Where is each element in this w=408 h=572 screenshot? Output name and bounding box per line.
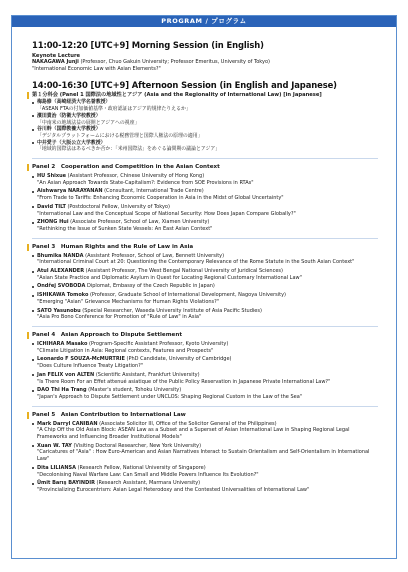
speaker-item [32, 480, 378, 493]
panel5-list [32, 421, 378, 494]
talk-title: "International Law and the Conceptual Scope of National Security: How Does Japan Compare Globally?" [37, 210, 296, 217]
speaker-name: Xuan W. TAY [37, 442, 72, 449]
keynote-talk: "International Economic Law with Asian Elements?" [32, 65, 161, 72]
speaker-item [32, 387, 378, 400]
speaker-name: Ümit Barış BAYINDIR [37, 480, 95, 487]
talk-title: 「ASEAN FTAの付加価値基準・政府認証はアジア的規律たりえるか」 [37, 106, 191, 113]
speaker-line [32, 421, 378, 428]
panel1-list [32, 99, 378, 153]
speaker-affiliation: (Assistant Professor, The West Bengal National University of Juridical Sciences) [84, 268, 283, 275]
panel2-list [32, 173, 378, 233]
speaker-name: NAKAGAWA Junji [32, 59, 79, 65]
speaker-item [32, 372, 378, 385]
talk-title: 「中南米の地域法益の展開とアジアへの視座」 [37, 119, 140, 126]
divider [32, 238, 378, 239]
speaker-affiliation: (Professor, Graduate School of International Development, Nagoya University) [88, 292, 286, 299]
speaker-item [32, 268, 378, 281]
program-banner: PROGRAM / プログラム [12, 16, 396, 27]
speaker-line [32, 372, 378, 379]
panel3-title: Panel 3 Human Rights and the Rule of Law in Asia [27, 244, 378, 251]
speaker-line [32, 387, 378, 394]
speaker-name: Dita LILIANSA [37, 464, 76, 471]
speaker-item [32, 292, 378, 305]
speaker-affiliation: (Visiting Doctoral Researcher, New York University) [71, 442, 202, 449]
talk-title: "Japan's Approach to Dispute Settlement under UNCLOS: Shaping Regional Custom in the Law of the Sea" [37, 393, 303, 400]
talk-title: "Asia Pro Bono Conference for Promotion of "Rule of Law" in Asia" [37, 314, 202, 321]
speaker-name: 濱田貴治（防衛大学校教授） [32, 113, 378, 120]
speaker-affiliation: (Assistant Professor, School of Law, Bennett University) [83, 252, 225, 259]
speaker-affiliation: (Professor, Chuo Gakuin University; Professor Emeritus, University of Tokyo) [78, 59, 270, 65]
speaker-line [32, 283, 378, 290]
speaker-affiliation: (Postdoctoral Fellow, University of Tokyo) [65, 203, 170, 210]
speaker-line [32, 268, 378, 275]
speaker-affiliation: (Scientific Assistant, Frankfurt University) [94, 371, 200, 378]
speaker-line [32, 292, 378, 299]
morning-title: 11:00-12:20 [UTC+9] Morning Session (in English) [32, 40, 264, 50]
speaker-name: David TILT [37, 203, 66, 210]
panel4-list [32, 341, 378, 401]
speaker-affiliation: (Special Researcher, Waseda University Institute of Asia Pacific Studies) [80, 307, 262, 314]
speaker-line [32, 341, 378, 348]
speaker-affiliation: (Program-Specific Assistant Professor, Kyoto University) [87, 340, 229, 347]
speaker-name: Leonardo F SOUZA-McMURTRIE [37, 356, 125, 363]
speaker-name: Mark Darryl CANIBAN [37, 420, 98, 427]
speaker-affiliation: Diplomat, Embassy of the Czech Republic in Japan) [85, 283, 215, 290]
speaker-item [32, 99, 378, 112]
afternoon-title: 14:00-16:30 [UTC+9] Afternoon Session (in English and Japanese) [32, 80, 337, 91]
speaker-item [32, 421, 378, 441]
speaker-line [32, 219, 378, 226]
speaker-name: Bhumika NANDA [37, 252, 84, 259]
speaker-name: 中井愛子（大阪公立大学教授） [32, 140, 378, 147]
speaker-item [32, 219, 378, 232]
speaker-line [32, 443, 378, 450]
talk-title: "Rethinking the Issue of Sunken State Vessels: An East Asian Context" [37, 225, 213, 232]
speaker-item [32, 341, 378, 354]
speaker-item [32, 173, 378, 186]
speaker-affiliation: (PhD Candidate, University of Cambridge) [124, 356, 232, 363]
talk-title: "Caricatures of "Asia" : How Euro-American and Asian Narratives Interact to Sustain Orientalism and Self-Orientalism in International Law" [37, 449, 370, 463]
speaker-name: Ondřej SVOBODA [37, 283, 86, 290]
speaker-line [32, 188, 378, 195]
speaker-line [32, 356, 378, 363]
speaker-name: Jan FELIX von ALTEN [37, 371, 95, 378]
speaker-item [32, 113, 378, 126]
morning-session [32, 40, 378, 72]
divider [32, 158, 378, 159]
speaker-name: ICHIHARA Masako [37, 340, 88, 347]
speaker-item [32, 126, 378, 139]
panel1-title: 第１分科会 (Panel 1 国際法の地域性とアジア (Asia and the Regionality of International Law) [in Japanese] [27, 92, 378, 99]
speaker-line [32, 204, 378, 211]
talk-title: "International Criminal Court at 20: Questioning the Contemporary Relevance of the Rome Statute in the South Asian Context" [37, 259, 355, 266]
talk-title: "Emerging "Asian" Grievance Mechanisms for Human Rights Violations?" [37, 298, 220, 305]
talk-title: 「地域的国際法はあるべきか否か：「米州国際法」をめぐる論問期の議論とアジア」 [37, 146, 221, 153]
speaker-line [32, 480, 378, 487]
talk-title: "Provincializing Eurocentrism: Asian Legal Heterodoxy and the Contested Universalities of International Law" [37, 486, 310, 493]
talk-title: 「デジタルプラットフォームにおける税務管理と国際人権法の原理の適用」 [37, 132, 203, 139]
afternoon-session [32, 80, 378, 153]
talk-title: "A Chip Off the Old Asian Block: ASEAN Law as a Subset and a Superset of Asian International Law in Shaping Regional Legal Frameworks and Influencing Broader Institutional Models" [37, 427, 350, 441]
speaker-item [32, 283, 378, 290]
speaker-line [32, 173, 378, 180]
speaker-name: Atul ALEXANDER [37, 268, 85, 275]
keynote-label: Keynote Lecture [32, 53, 81, 59]
panel3-list [32, 253, 378, 321]
speaker-item [32, 253, 378, 266]
speaker-affiliation: (Consultant, International Trade Centre) [102, 188, 204, 195]
program-frame [11, 15, 397, 559]
talk-title: "Is There Room For an Effet attenué asiatique of the Public Policy Reservation in Japanese Private International Law?" [37, 378, 331, 385]
speaker-item [32, 443, 378, 463]
talk-title: "From Trade to Tariffs: Enhancing Economic Cooperation in Asia in the Midst of Global Uncertainty" [37, 195, 284, 202]
speaker-name: DAO Thi Ha Trang [37, 387, 87, 394]
speaker-name: SATO Yasunobu [37, 307, 81, 314]
speaker-affiliation: (Research Fellow, National University of Singapore) [76, 464, 206, 471]
keynote-speaker [32, 59, 378, 66]
speaker-name: ISHIKAWA Tomoko [37, 292, 89, 299]
speaker-item [32, 204, 378, 217]
speaker-name: 梅島修（高崎経済大学名誉教授） [32, 99, 378, 106]
speaker-affiliation: (Master's student, Tohoku University) [86, 387, 182, 394]
speaker-affiliation: (Associate Professor, School of Law, Xiamen University) [68, 219, 210, 226]
speaker-line [32, 465, 378, 472]
panel5-title: Panel 5 Asian Contribution to International Law [27, 412, 378, 419]
speaker-line [32, 308, 378, 315]
speaker-name: HU Shixue [37, 173, 67, 180]
speaker-name: ZHONG Hui [37, 219, 69, 226]
talk-title: "Climate Litigation in Asia: Regional contexts, Features and Prospects" [37, 347, 214, 354]
program-content [12, 27, 396, 494]
speaker-line [32, 253, 378, 260]
speaker-name: Aishwarya NARAYANAN [37, 188, 103, 195]
speaker-item [32, 308, 378, 321]
speaker-affiliation: (Assistant Professor, Chinese University of Hong Kong) [66, 173, 205, 180]
speaker-affiliation: (Associate Solicitor III, Office of the Solicitor General of the Philippines) [97, 420, 277, 427]
speaker-name: 谷川幹（国際教養大学教授） [32, 126, 378, 133]
talk-title: "Decolonising Naval Warfare Law: Can Small and Middle Powers Influence Its Evolution?" [37, 471, 259, 478]
speaker-item [32, 188, 378, 201]
talk-title: "Does Culture Influence Treaty Litigation?" [37, 363, 144, 370]
talk-title: "An Asian Approach Towards State-Capitalism?: Evidence from SOE Provisions in RTAs" [37, 179, 254, 186]
speaker-affiliation: (Research Assistant, Marmara University) [94, 480, 201, 487]
speaker-item [32, 465, 378, 478]
panel2-title: Panel 2 Cooperation and Competition in the Asian Context [27, 164, 378, 171]
panel4-title: Panel 4 Asian Approach to Dispute Settlement [27, 332, 378, 339]
speaker-item [32, 140, 378, 153]
speaker-item [32, 356, 378, 369]
talk-title: "Asian State Practice and Diplomatic Asylum in Quest for Locating Regional Customary International Law" [37, 274, 302, 281]
divider [32, 326, 378, 327]
divider [32, 406, 378, 407]
